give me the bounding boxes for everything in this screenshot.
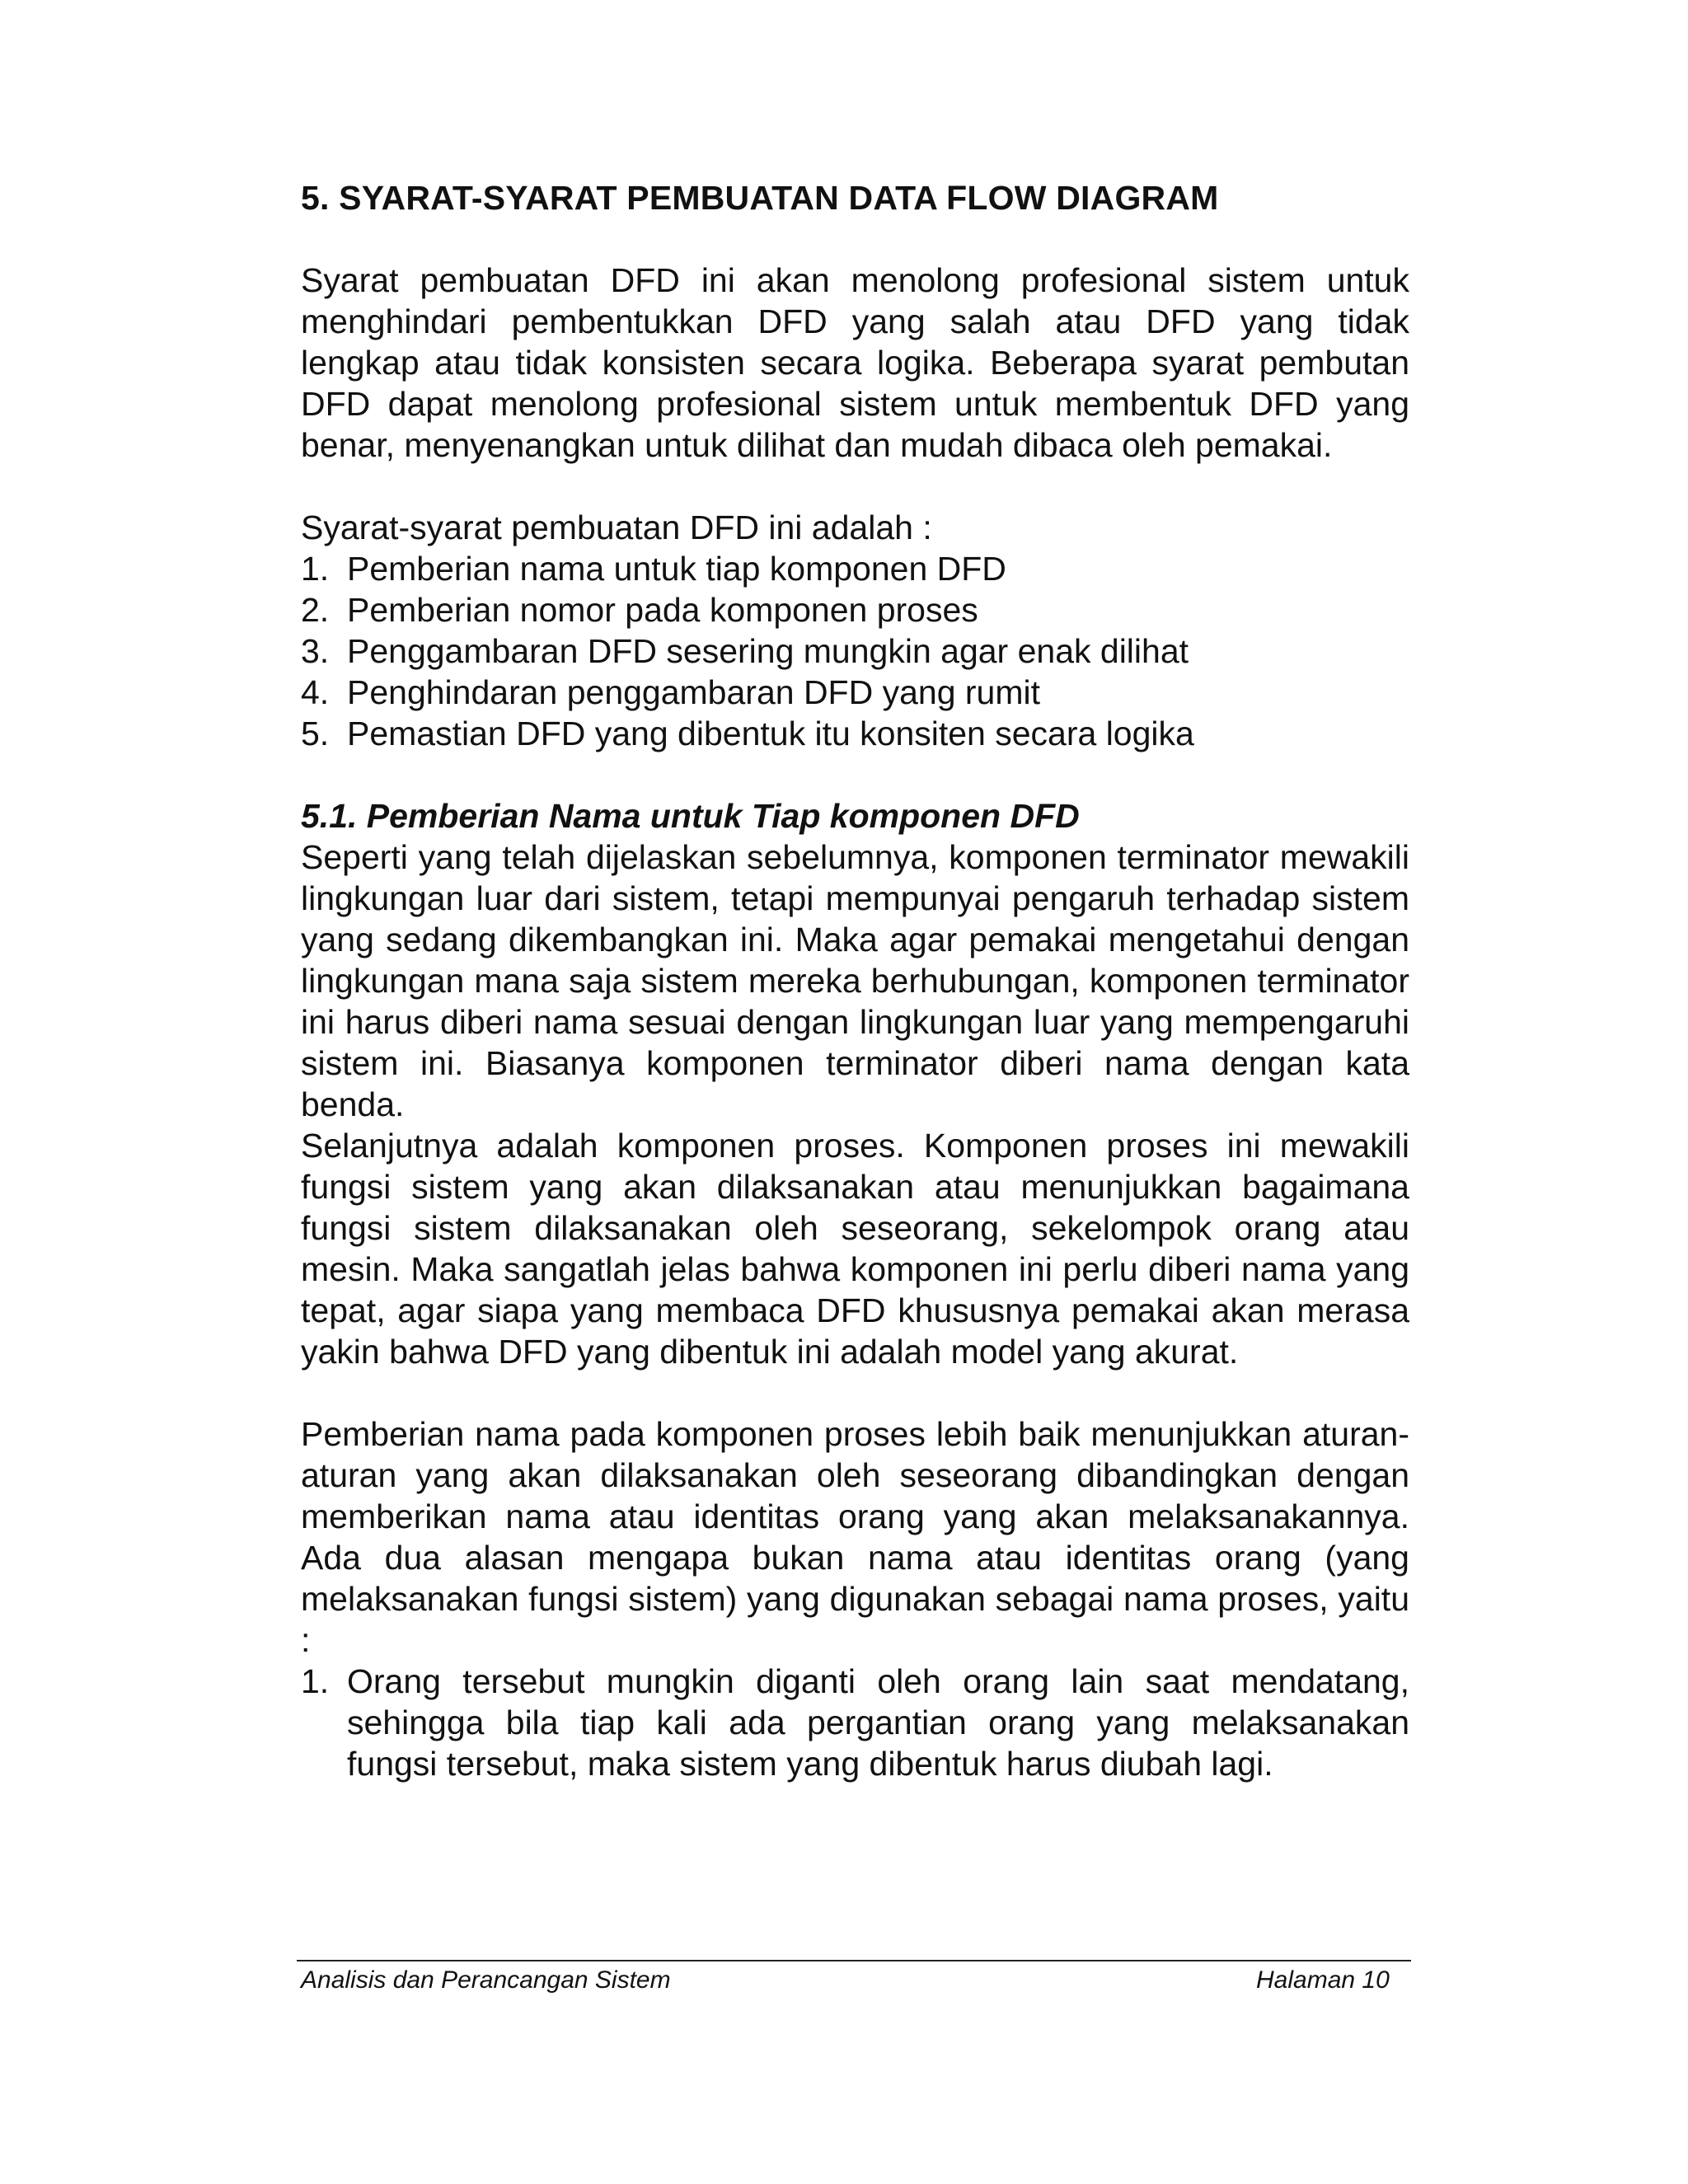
list-number: 3.: [301, 632, 330, 670]
page-content: [301, 177, 1409, 1784]
list-text: Orang tersebut mungkin diganti oleh orang lain saat mendatang, sehingga bila tiap kali ada pergantian orang yang melaksanakan fungsi tersebut, maka sistem yang dibentuk harus diubah lagi.: [347, 1662, 1409, 1783]
list-number: 1.: [301, 550, 330, 588]
subsection-paragraph-1: Seperti yang telah dijelaskan sebelumnya, komponen terminator mewakili lingkungan luar dari sistem, tetapi mempunyai pengaruh terhadap sistem yang sedang dikembangkan ini. Maka agar pemakai mengetahui dengan lingkungan mana saja sistem mereka berhubungan, komponen terminator ini harus diberi nama sesuai dengan lingkungan luar yang mempengaruhi sistem ini. Biasanya komponen terminator diberi nama dengan kata benda.: [301, 838, 1409, 1123]
list-text: Penghindaran penggambaran DFD yang rumit: [347, 673, 1041, 711]
spacer: [301, 754, 1409, 795]
list-item: [301, 713, 1409, 754]
subsection-paragraph-2: Selanjutnya adalah komponen proses. Komponen proses ini mewakili fungsi sistem yang akan dilaksanakan atau menunjukkan bagaimana fungsi sistem dilaksanakan oleh seseorang, sekelompok orang atau mesin. Maka sangatlah jelas bahwa komponen ini perlu diberi nama yang tepat, agar siapa yang membaca DFD khususnya pemakai akan merasa yakin bahwa DFD yang dibentuk ini adalah model yang akurat.: [301, 1127, 1409, 1371]
list-number: 1.: [301, 1662, 330, 1700]
list-text: Penggambaran DFD sesering mungkin agar enak dilihat: [347, 632, 1189, 670]
list-item: [301, 1661, 1409, 1784]
intro-paragraph: Syarat pembuatan DFD ini akan menolong profesional sistem untuk menghindari pembentukkan DFD yang salah atau DFD yang tidak lengkap atau tidak konsisten secara logika. Beberapa syarat pembutan DFD dapat menolong profesional sistem untuk membentuk DFD yang benar, menyenangkan untuk dilihat dan mudah dibaca oleh pemakai.: [301, 261, 1409, 464]
list-text: Pemastian DFD yang dibentuk itu konsiten secara logika: [347, 715, 1194, 752]
requirements-list: [301, 548, 1409, 754]
list-text: Pemberian nomor pada komponen proses: [347, 591, 978, 629]
page-number: Halaman 10: [1256, 1966, 1390, 1994]
list-item: [301, 548, 1409, 589]
list-number: 5.: [301, 715, 330, 752]
spacer: [301, 466, 1409, 507]
list-item: [301, 589, 1409, 630]
subsection-paragraph-3: Pemberian nama pada komponen proses lebih baik menunjukkan aturan-aturan yang akan dilaksanakan oleh seseorang dibandingkan dengan memberikan nama atau identitas orang yang akan melaksanakannya. Ada dua alasan mengapa bukan nama atau identitas orang (yang melaksanakan fungsi sistem) yang digunakan sebagai nama proses, yaitu :: [301, 1415, 1409, 1659]
footer-divider: [297, 1960, 1411, 1961]
list-item: [301, 630, 1409, 672]
section-title: 5. SYARAT-SYARAT PEMBUATAN DATA FLOW DIAGRAM: [301, 179, 1219, 217]
list-number: 4.: [301, 673, 330, 711]
list-item: [301, 672, 1409, 713]
list-intro: Syarat-syarat pembuatan DFD ini adalah :: [301, 509, 932, 546]
list-text: Pemberian nama untuk tiap komponen DFD: [347, 550, 1006, 588]
list-number: 2.: [301, 591, 330, 629]
subsection-heading: 5.1. Pemberian Nama untuk Tiap komponen DFD: [301, 797, 1080, 835]
reasons-list: [301, 1661, 1409, 1784]
spacer: [301, 1372, 1409, 1413]
footer-title: Analisis dan Perancangan Sistem: [301, 1966, 671, 1994]
